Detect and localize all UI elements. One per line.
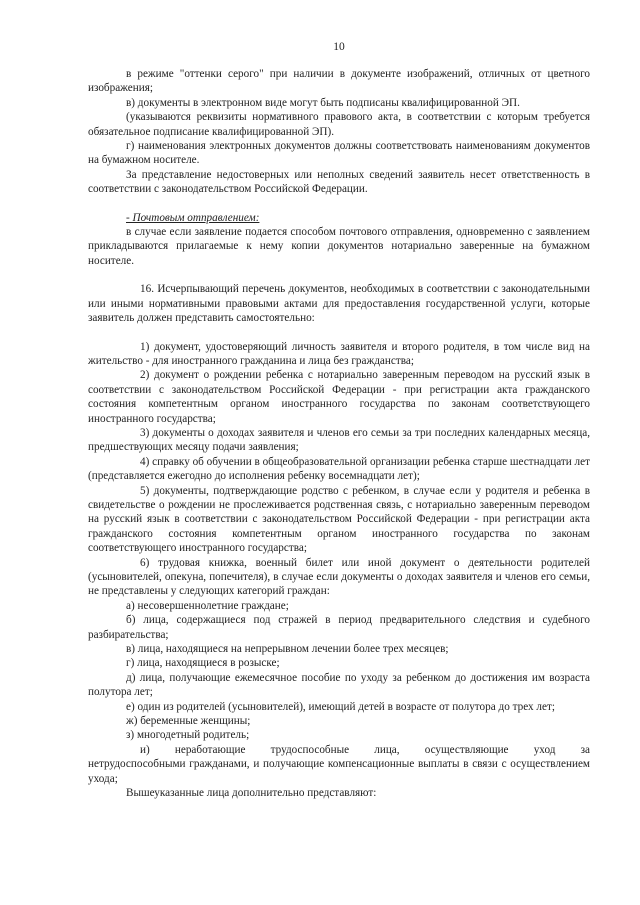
- sub-item-a: а) несовершеннолетние граждане;: [126, 599, 289, 612]
- sub-item-z: з) многодетный родитель;: [126, 729, 250, 742]
- list-item-4: 4) справку об обучении в общеобразовательной организации ребенка старше шестнадцати лет (представляется ежегодно до исполнения ребенку восемнадцати лет);: [88, 455, 590, 483]
- sub-item-d: д) лица, получающие ежемесячное пособие по уходу за ребенком до достижения им возраста полутора лет;: [88, 671, 590, 699]
- sub-item-i-continuation: нетрудоспособными гражданами, и получающие компенсационные выплаты в связи с осуществлением ухода;: [88, 758, 590, 785]
- sub-item-i-word: и): [140, 743, 150, 756]
- sub-item-i-first-line: [88, 743, 590, 757]
- page-number: 10: [333, 41, 345, 53]
- sub-item-i-word: уход: [533, 743, 556, 756]
- list-item-6: 6) трудовая книжка, военный билет или иной документ о деятельности родителей (усыновителей, опекуна, попечителя), в случае если документы о доходах заявителя и членов его семьи, не представлены у следующих категорий граждан:: [88, 556, 590, 598]
- sub-item-zh: ж) беременные женщины;: [126, 715, 251, 728]
- paragraph-closing: Вышеуказанные лица дополнительно представляют:: [126, 787, 377, 800]
- paragraph-legal-act-note: (указываются реквизиты нормативного правового акта, в соответствии с которым требуется обязательное подписание квалифицированной ЭП).: [88, 111, 590, 138]
- sub-item-i-word: за: [580, 743, 590, 756]
- sub-item-i-word: осуществляющие: [424, 743, 509, 756]
- sub-item-i-word: неработающие: [174, 743, 246, 756]
- sub-item-b: б) лица, содержащиеся под стражей в период предварительного следствия и судебного разбирательства;: [88, 614, 590, 641]
- paragraph-postal-delivery: в случае если заявление подается способом почтового отправления, одновременно с заявлением прикладываются прилагаемые к нему копии документов нотариально заверенные на бумажном носителе.: [88, 226, 590, 267]
- postal-heading-text: - Почтовым отправлением:: [126, 211, 260, 224]
- list-item-3: 3) документы о доходах заявителя и членов его семьи за три последних календарных месяца, предшествующих месяцу подачи заявления;: [88, 426, 590, 454]
- paragraph-responsibility: За представление недостоверных или неполных сведений заявитель несет ответственность в соответствии с законодательством Российской Федерации.: [88, 168, 590, 196]
- sub-item-i-word: лица,: [374, 743, 400, 756]
- paragraph-grayscale-mode: в режиме "оттенки серого" при наличии в документе изображений, отличных от цветного изображения;: [88, 68, 590, 95]
- sub-item-i-word: трудоспособные: [270, 743, 350, 756]
- sub-item-e: е) один из родителей (усыновителей), имеющий детей в возрасте от полутора до трех лет;: [126, 700, 555, 713]
- list-item-5: 5) документы, подтверждающие родство с ребенком, в случае если у родителя и ребенка в свидетельстве о рождении не прослеживается родственная связь, с нотариально заверенным переводом на русский язык в соответствии с законодательством Российской Федерации - при регистрации акта гражданского состояния компетентным органом иностранного государства по законам соответствующего иностранного государства;: [88, 484, 590, 555]
- list-item-2: 2) документ о рождении ребенка с нотариально заверенным переводом на русский язык в соответствии с законодательством Российской Федерации - при регистрации акта гражданского состояния компетентным органом иностранного государства по законам соответствующего иностранного государства;: [88, 369, 590, 425]
- postal-heading: [88, 211, 590, 225]
- paragraph-item-v-signature: в) документы в электронном виде могут быть подписаны квалифицированной ЭП.: [126, 96, 520, 109]
- sub-item-v: в) лица, находящиеся на непрерывном лечении более трех месяцев;: [126, 643, 449, 656]
- paragraph-section-16-intro: 16. Исчерпывающий перечень документов, необходимых в соответствии с законодательными или иными нормативными правовыми актами для предоставления государственной услуги, которые заявитель должен представить самостоятельно:: [88, 283, 590, 325]
- list-item-1: 1) документ, удостоверяющий личность заявителя и второго родителя, в том числе вид на жительство - для иностранного гражданина и лица без гражданства;: [88, 340, 590, 367]
- paragraph-item-g-naming: г) наименования электронных документов должны соответствовать наименованиям документов на бумажном носителе.: [88, 140, 590, 167]
- sub-item-g: г) лица, находящиеся в розыске;: [126, 657, 280, 670]
